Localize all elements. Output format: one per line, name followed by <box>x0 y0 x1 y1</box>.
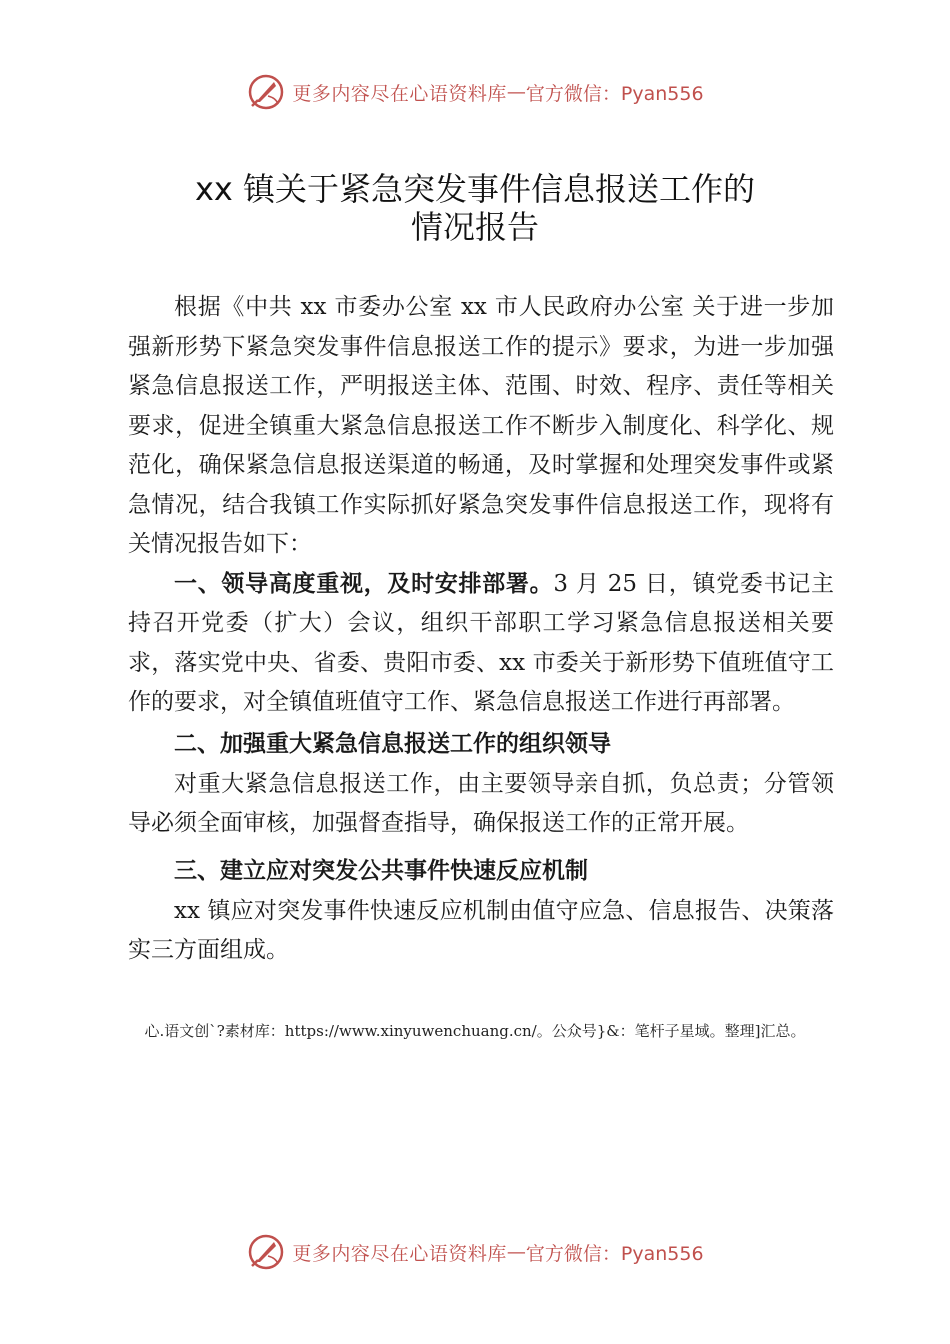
title-line-2: 情况报告 <box>410 208 539 246</box>
section-1-text: 3 月 25 日，镇党委书记主持召开党委（扩大）会议，组织干部职工学习紧急信息报送相关要求，落实党中央、省委、贵阳市委、xx 市委关于新形势下值班值守工作的要求，对全镇值班值守工作、紧急信息报送工作进行再部署。 <box>128 570 834 715</box>
banner-wechat: 官方微信：Pyan556 <box>525 1242 704 1265</box>
source-watermark: 心.语文创`?素材库：https://www.xinyuwenchuang.cn/。公众号}&：笔杆子星域。整理]汇总。 <box>144 1022 806 1040</box>
feather-pen-logo-icon <box>246 1232 286 1272</box>
feather-pen-logo-icon <box>246 72 286 112</box>
banner-text: 更多内容尽在心语资料库 <box>292 82 507 105</box>
document-title <box>0 170 950 246</box>
bottom-banner <box>0 1230 950 1274</box>
section-2-paragraph: 对重大紧急信息报送工作，由主要领导亲自抓，负总责；分管领导必须全面审核，加强督查指导，确保报送工作的正常开展。 <box>128 770 834 836</box>
title-line-1: xx 镇关于紧急突发事件信息报送工作的 <box>194 170 756 208</box>
section-1-heading: 一、领导高度重视，及时安排部署。 <box>174 570 554 597</box>
section-2-heading: 二、加强重大紧急信息报送工作的组织领导 <box>174 730 611 757</box>
intro-paragraph: 根据《中共 xx 市委办公室 xx 市人民政府办公室 关于进一步加强新形势下紧急突发事件信息报送工作的提示》要求，为进一步加强紧急信息报送工作，严明报送主体、范围、时效、程序、责任等相关要求，促进全镇重大紧急信息报送工作不断步入制度化、科学化、规范化，确保紧急信息报送渠道的畅通，及时掌握和处理突发事件或紧急情况，结合我镇工作实际抓好紧急突发事件信息报送工作，现将有关情况报告如下： <box>128 294 834 557</box>
section-3-paragraph: xx 镇应对突发事件快速反应机制由值守应急、信息报告、决策落实三方面组成。 <box>128 897 834 963</box>
banner-text: 更多内容尽在心语资料库 <box>292 1242 507 1265</box>
document-body <box>128 288 834 971</box>
section-1-paragraph <box>128 565 834 723</box>
banner-separator: — <box>506 1241 526 1263</box>
banner-wechat: 官方微信：Pyan556 <box>525 82 704 105</box>
section-3-heading: 三、建立应对突发公共事件快速反应机制 <box>174 857 588 884</box>
banner-separator: — <box>506 81 526 103</box>
top-banner <box>0 70 950 114</box>
